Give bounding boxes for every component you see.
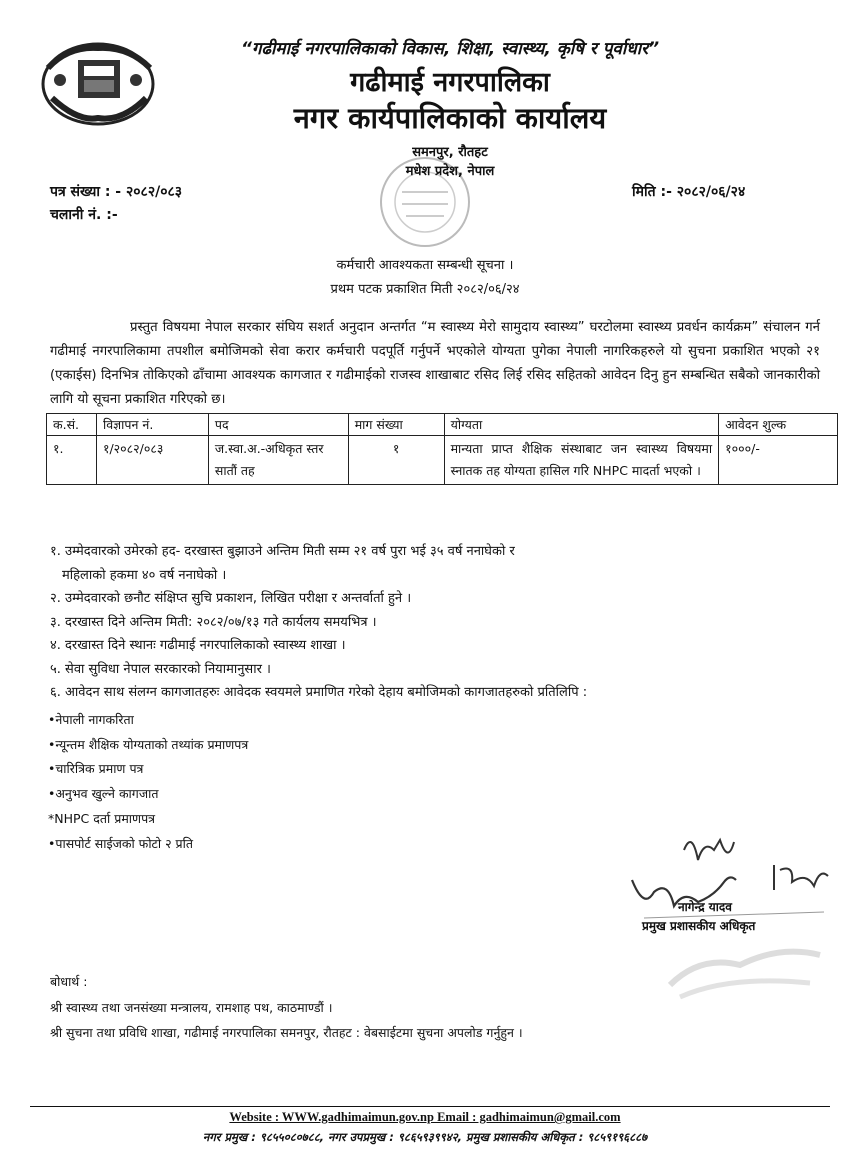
notice-title: कर्मचारी आवश्यकता सम्बन्धी सूचना । — [336, 258, 514, 273]
vacancy-table — [46, 413, 838, 485]
col-post: पद — [208, 414, 348, 436]
col-ad-number: विज्ञापन नं. — [96, 414, 208, 436]
cell-serial: १. — [47, 436, 97, 485]
address-line-2: मधेश प्रदेश, नेपाल — [405, 164, 495, 179]
document-item: •पासपोर्ट साईजको फोटो २ प्रति — [48, 835, 194, 851]
conditions-list — [50, 540, 830, 705]
col-qualification: योग्यता — [444, 414, 719, 436]
footer-phones: नगर प्रमुख : ९८५५०८०७८८, नगर उपप्रमुख : ९८६५९३९९४२, प्रमुख प्रशासकीय अधिकृत : ९८५९१९६८८७ — [202, 1130, 648, 1144]
notice-body: प्रस्तुत विषयमा नेपाल सरकार संघिय सशर्त अनुदान अन्तर्गत “म स्वास्थ्य मेरो सामुदाय स्वास्थ्य” घरटोलमा स्वास्थ्य प्रवर्धन कार्यक्रम” संचालन गर्न गढीमाई नगरपालिकामा तपशील बमोजिमको सेवा करार कर्मचारी पदपूर्ति गर्नुपर्ने भएकोले योग्यता पुगेका नेपाली नागरिकहरुले यो सुचना प्रकाशित भएको २१ (एकाईस) दिनभित्र तोकिएको ढाँचामा आवश्यक कागजात र गढीमाईको राजस्व शाखाबाट रसिद लिई रसिद सहितको आवेदन दिनु हुन सम्बन्धित सबैको जानकारीको लागि यो सूचना प्रकाशित गरिएको छ। — [50, 320, 820, 407]
condition-item: ३. दरखास्त दिने अन्तिम मिती: २०८२/०७/१३ गते कार्यलय समयभित्र । — [50, 614, 377, 630]
cc-line-1: श्री स्वास्थ्य तथा जनसंख्या मन्त्रालय, रामशाह पथ, काठमाण्डौं । — [50, 1000, 333, 1015]
condition-item: ४. दरखास्त दिने स्थानः गढीमाई नगरपालिकाको स्वास्थ्य शाखा । — [50, 638, 346, 653]
cell-post: ज.स्वा.अ.-अधिकृत स्तर सातौं तह — [208, 436, 348, 485]
document-item: •न्यून्तम शैक्षिक योग्यताको तथ्यांक प्रमाणपत्र — [48, 736, 249, 752]
footer-website — [0, 1110, 850, 1125]
faded-signature-stamp — [660, 935, 830, 1005]
motto: “गढीमाई नगरपालिकाको विकास, शिक्षा, स्वास्थ्य, कृषि र पूर्वाधार” — [240, 39, 660, 59]
cell-fee: १०००/- — [719, 436, 838, 485]
condition-item: ६. आवेदन साथ संलग्न कागजातहरुः आवेदक स्वयमले प्रमाणित गरेको देहाय बमोजिमको कागजातहरुको प्रतिलिपि : — [50, 685, 588, 700]
col-serial: क.सं. — [47, 414, 97, 436]
reference-label: पत्र संख्या : - — [50, 184, 122, 200]
municipality-logo — [38, 38, 158, 128]
reference-value: २०८२/०८३ — [126, 184, 183, 200]
condition-item: महिलाको हकमा ४० वर्ष ननाघेको । — [62, 567, 227, 583]
address-line-1: समनपुर, रौतहट — [412, 145, 488, 160]
footer-divider — [30, 1106, 830, 1107]
document-item: *NHPC दर्ता प्रमाणपत्र — [48, 810, 156, 826]
col-demand: माग संख्या — [348, 414, 444, 436]
date-label: मिति :- — [632, 184, 672, 200]
office-name: नगर कार्यपालिकाको कार्यालय — [293, 101, 607, 135]
col-fee: आवेदन शुल्क — [719, 414, 838, 436]
footer-website-text: Website : WWW.gadhimaimun.gov.np Email : gadhimaimun@gmail.com — [229, 1110, 621, 1124]
document-item: •चारित्रिक प्रमाण पत्र — [48, 761, 144, 777]
condition-item: ५. सेवा सुविधा नेपाल सरकारको नियामानुसार । — [50, 661, 271, 677]
cell-qualification: मान्यता प्राप्त शैक्षिक संस्थाबाट जन स्वास्थ्य विषयमा स्नातक तह योग्यता हासिल गरि NHPC मादर्ता भएको । — [444, 436, 719, 485]
cc-heading: बोधार्थ : — [50, 974, 88, 989]
reference-number — [50, 182, 182, 201]
dispatch-number: चलानी नं. :- — [50, 207, 118, 223]
document-item: •नेपाली नागकरिता — [48, 712, 134, 727]
cell-ad-number: १/२०८२/०८३ — [96, 436, 208, 485]
cell-demand: १ — [348, 436, 444, 485]
cc-line-2: श्री सुचना तथा प्रविधि शाखा, गढीमाई नगरपालिका समनपुर, रौतहट : वेबसाईटमा सुचना अपलोड गर्नुहुन । — [50, 1025, 523, 1040]
condition-item: २. उम्मेदवारको छनौट संक्षिप्त सुचि प्रकाशन, लिखित परीक्षा र अन्तर्वार्ता हुने । — [50, 591, 412, 606]
signatory-name: नागेन्द्र यादव — [678, 900, 732, 914]
table-header-row — [47, 414, 838, 436]
documents-list — [48, 708, 248, 856]
document-item: •अनुभव खुल्ने कागजात — [48, 786, 159, 802]
table-row — [47, 436, 838, 485]
condition-item: १. उम्मेदवारको उमेरको हद- दरखास्त बुझाउने अन्तिम मिती सम्म २१ वर्ष पुरा भई ३५ वर्ष ननाघेको र — [50, 544, 515, 559]
notice-subtitle: प्रथम पटक प्रकाशित मिती २०८२/०६/२४ — [330, 282, 520, 297]
signatory-title: प्रमुख प्रशासकीय अधिकृत — [642, 919, 756, 933]
municipality-name: गढीमाई नगरपालिका — [350, 67, 550, 98]
date-value: २०८२/०६/२४ — [676, 184, 746, 200]
letter-date — [632, 182, 745, 201]
